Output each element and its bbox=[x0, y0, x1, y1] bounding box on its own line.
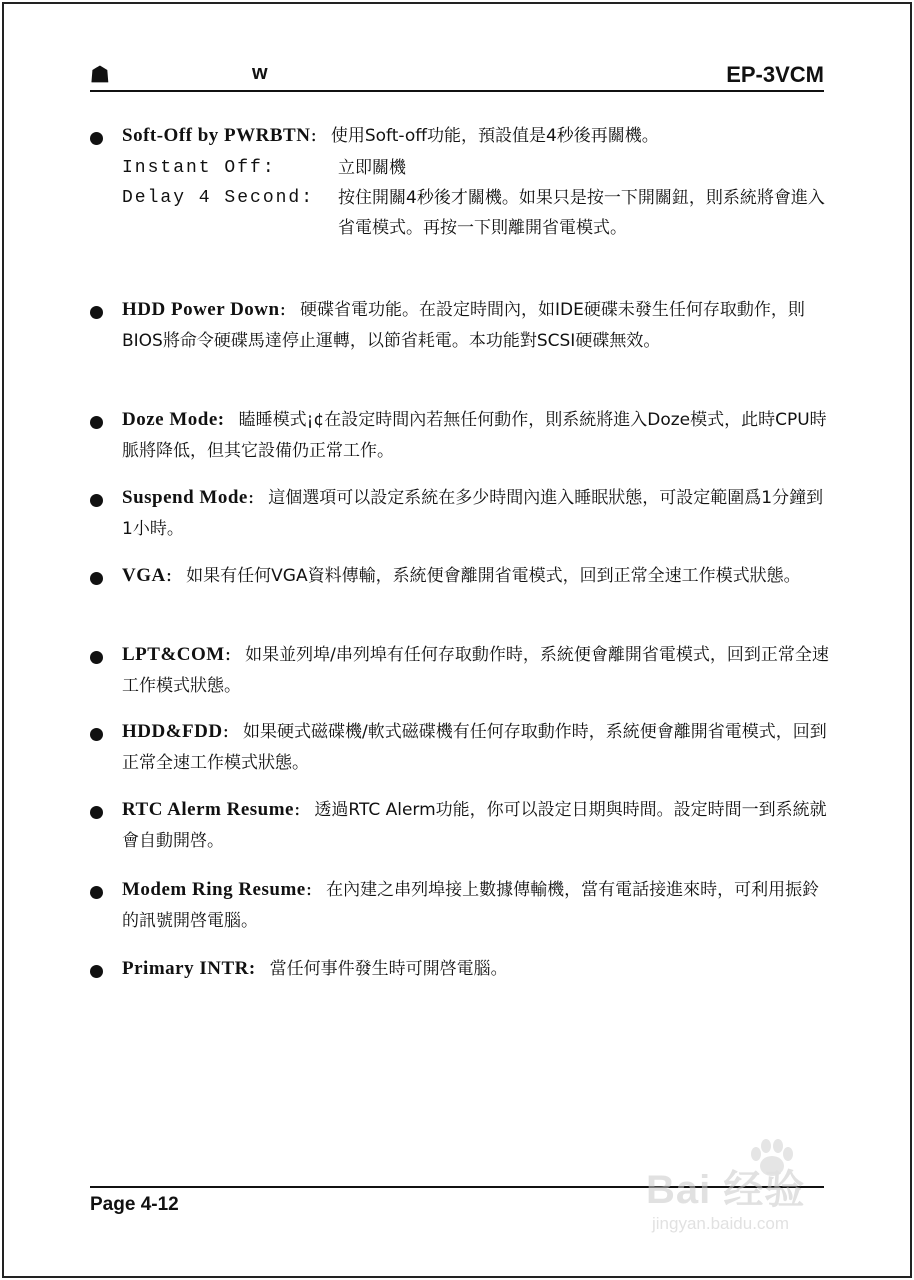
sub-option bbox=[122, 153, 830, 183]
sub-options bbox=[122, 153, 830, 243]
bullet-icon bbox=[90, 728, 103, 741]
watermark-url: jingyan.baidu.com bbox=[652, 1214, 790, 1233]
page-header bbox=[90, 58, 824, 92]
item-description: 如果硬式磁碟機/軟式磁碟機有任何存取動作時，系統便會離開省電模式，回到正常全速工作模式狀態。 bbox=[122, 722, 827, 773]
list-item bbox=[90, 560, 830, 591]
item-description: 如果並列埠/串列埠有任何存取動作時，系統便會離開省電模式，回到正常全速工作模式狀態。 bbox=[122, 645, 829, 696]
item-separator: : bbox=[222, 720, 230, 742]
item-description: 當任何事件發生時可開啓電腦。 bbox=[269, 959, 508, 979]
list-item bbox=[90, 120, 830, 243]
bullet-icon bbox=[90, 416, 103, 429]
sub-option-text: 按住開關4秒後才關機。如果只是按一下開關鈕，則系統將會進入省電模式。再按一下則離開省電模式。 bbox=[338, 188, 825, 238]
item-term: Suspend Mode bbox=[122, 487, 248, 508]
brand-logo-icon: ☗ bbox=[90, 62, 110, 87]
item-term: HDD&FDD bbox=[122, 721, 223, 742]
bullet-icon bbox=[90, 572, 103, 585]
sub-option-label: Instant Off: bbox=[122, 158, 276, 178]
item-description: 如果有任何VGA資料傳輸，系統便會離開省電模式，回到正常全速工作模式狀態。 bbox=[186, 566, 801, 586]
item-separator: : bbox=[293, 798, 301, 820]
bullet-icon bbox=[90, 132, 103, 145]
item-separator: : bbox=[310, 124, 317, 146]
item-term: HDD Power Down bbox=[122, 299, 280, 320]
bullet-icon bbox=[90, 886, 103, 899]
item-description: 在內建之串列埠接上數據傳輸機，當有電話接進來時，可利用振鈴的訊號開啓電腦。 bbox=[122, 880, 820, 931]
item-term: VGA bbox=[122, 565, 166, 586]
item-separator: : bbox=[247, 486, 255, 508]
list-item bbox=[90, 794, 830, 856]
watermark bbox=[646, 1142, 856, 1242]
item-term: Soft-Off by PWRBTN bbox=[122, 125, 311, 146]
bullet-icon bbox=[90, 306, 103, 319]
item-separator: : bbox=[165, 564, 173, 586]
item-separator: : bbox=[305, 878, 313, 900]
list-item bbox=[90, 716, 830, 778]
bullet-icon bbox=[90, 494, 103, 507]
item-description: 瞌睡模式¡¢在設定時間內若無任何動作，則系統將進入Doze模式，此時CPU時脈將降低，但其它設備仍正常工作。 bbox=[122, 410, 827, 461]
item-description: 硬碟省電功能。在設定時間內，如IDE硬碟未發生任何存取動作，則BIOS將命令硬碟馬達停止運轉，以節省耗電。本功能對SCSI硬碟無效。 bbox=[122, 300, 805, 351]
bullet-icon bbox=[90, 806, 103, 819]
sub-option bbox=[122, 183, 830, 243]
list-item bbox=[90, 482, 830, 544]
watermark-logo: Bai 经验 bbox=[646, 1168, 806, 1212]
item-term: Modem Ring Resume bbox=[122, 879, 306, 900]
list-item bbox=[90, 404, 830, 466]
item-term: Primary INTR: bbox=[122, 958, 256, 979]
sub-option-text: 立即關機 bbox=[338, 158, 406, 178]
item-term: Doze Mode: bbox=[122, 409, 225, 430]
item-separator: : bbox=[224, 643, 232, 665]
item-description: 這個選項可以設定系統在多少時間內進入睡眠狀態，可設定範圍爲1分鐘到1小時。 bbox=[122, 488, 824, 539]
item-term: RTC Alerm Resume bbox=[122, 799, 294, 820]
sub-option-label: Delay 4 Second: bbox=[122, 188, 315, 208]
model-name: EP-3VCM bbox=[726, 62, 824, 87]
item-term: LPT&COM bbox=[122, 644, 225, 665]
item-description: 透過RTC Alerm功能，你可以設定日期與時間。設定時間一到系統就會自動開啓。 bbox=[122, 800, 827, 851]
list-item bbox=[90, 953, 830, 984]
list-item bbox=[90, 294, 830, 356]
page-number: Page 4-12 bbox=[90, 1194, 179, 1215]
bullet-icon bbox=[90, 651, 103, 664]
item-separator: : bbox=[279, 298, 286, 320]
list-item bbox=[90, 874, 830, 936]
bullet-icon bbox=[90, 965, 103, 978]
item-description: 使用Soft-off功能，預設值是4秒後再關機。 bbox=[330, 126, 659, 146]
list-item bbox=[90, 639, 830, 701]
brand-logo-text: w bbox=[252, 62, 268, 84]
